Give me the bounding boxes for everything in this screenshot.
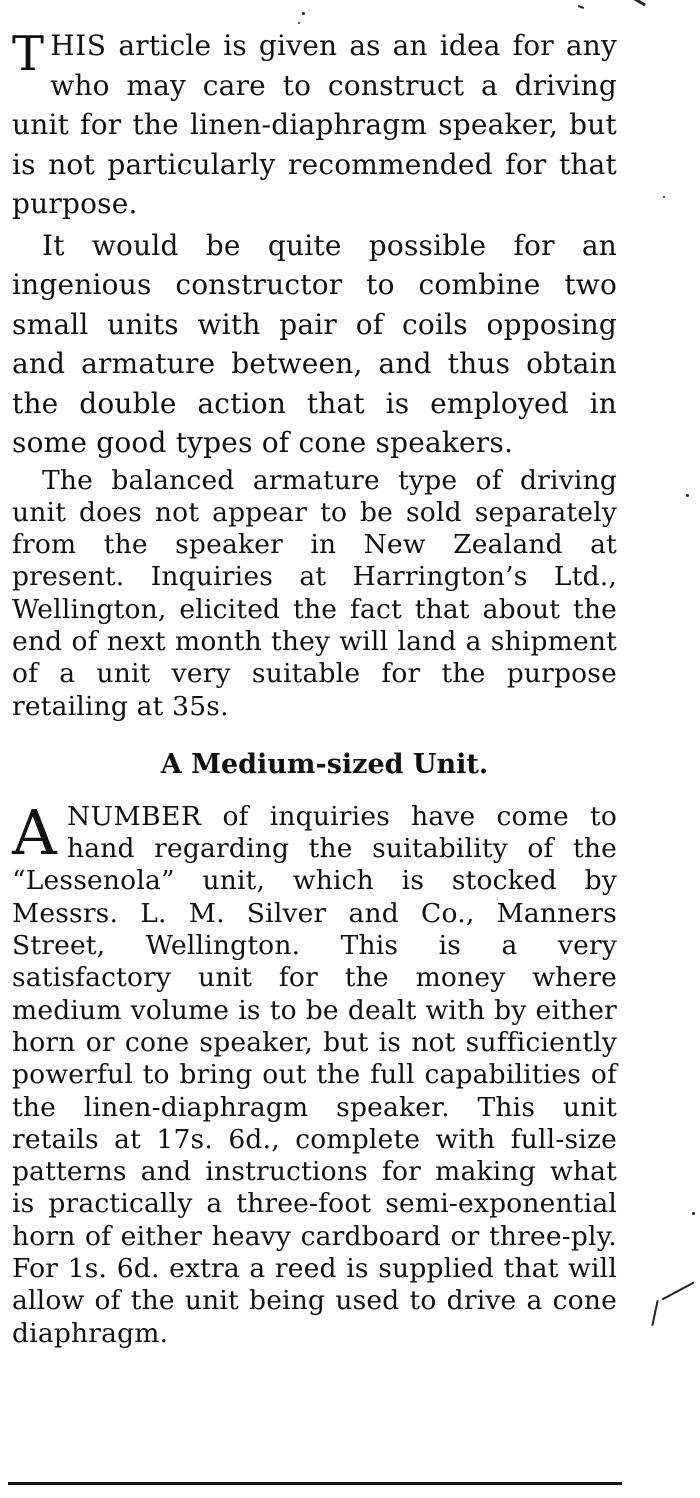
scan-speck [692,1212,695,1215]
scan-speck [302,12,305,15]
scan-speck [663,196,665,198]
small-caps-lead: HIS [50,29,107,62]
scan-speck [298,22,300,24]
paragraph-text: of inquiries have come to hand regarding the suitability of the “Lessenola” unit, which is stocked by Messrs. L. M. Silver and Co., Manners Street, Wellington. This is a very satisfactory unit for the money where medium volume is to be dealt with by either horn or cone speaker, but is not sufficiently powerful to bring out the full capabilities of the linen-diaphragm speaker. This unit retails at 17s. 6d., complete with full-size patterns and instructions for making what is practically a three-foot semi-exponential horn of either heavy cardboard or three-ply. For 1s. 6d. extra a reed is supplied that will allow of the unit being used to drive a cone diaphragm. [12,800,617,1349]
scan-mark [578,5,584,9]
article-paragraph-3: The balanced armature type of driving unit does not appear to be sold separately from the speaker in New Zealand at present. Inquiries at Harrington’s Ltd., Wellington, elicited the fact that about the end of next month they will land a shipment of a unit very suitable for the purpose retailing at 35s. [12,464,617,722]
article-column [12,26,617,1350]
scan-mark [651,1300,658,1326]
scan-mark [662,1282,695,1301]
article-paragraph-4 [12,795,617,1350]
drop-cap: A [12,795,57,869]
scan-speck [686,494,689,497]
article-paragraph-2: It would be quite possible for an ingenious constructor to combine two small units with pair of coils opposing and armature between, and thus obtain the double action that is employed in some good types of cone speakers. [12,228,617,459]
small-caps-lead: NUMBER [66,800,202,832]
section-heading: A Medium-sized Unit. [160,748,489,780]
column-end-rule [8,1482,622,1485]
article-paragraph-1 [12,26,617,224]
drop-cap: T [12,26,45,82]
scan-mark [632,0,646,6]
paragraph-text: article is given as an idea for any who may care to construct a driving unit for the linen-diaphragm speaker, but is not particularly recommended for that purpose. [12,29,617,220]
